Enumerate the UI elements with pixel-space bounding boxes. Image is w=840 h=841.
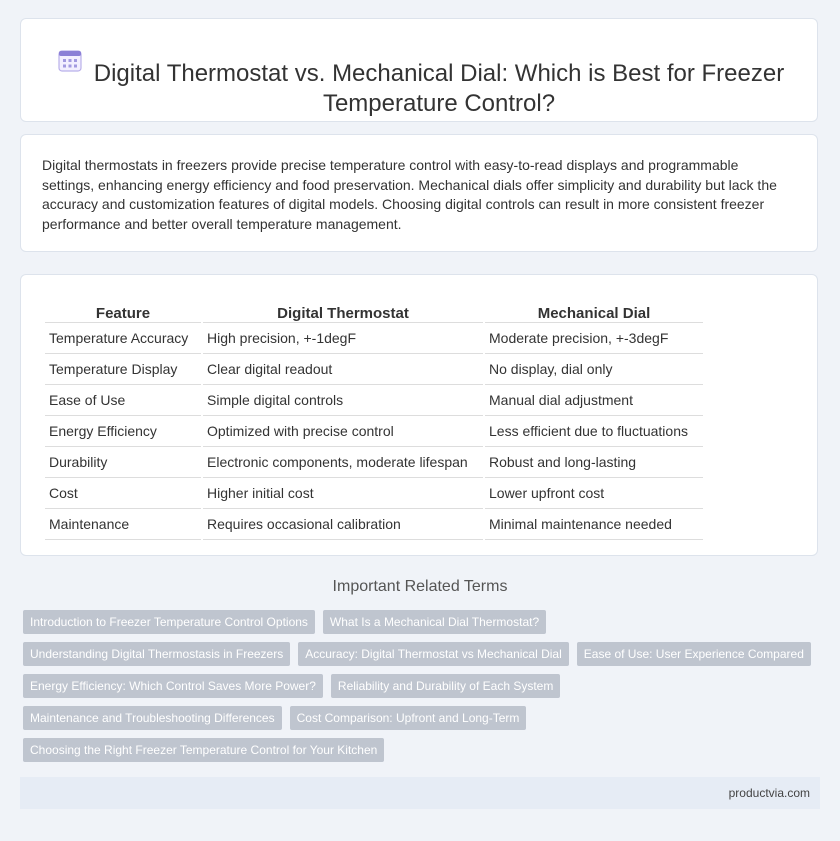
table-cell: Temperature Accuracy xyxy=(45,323,201,354)
table-row xyxy=(45,385,703,416)
table-cell: Clear digital readout xyxy=(203,354,483,385)
related-term-link[interactable]: Ease of Use: User Experience Compared xyxy=(577,642,811,666)
table-cell: Lower upfront cost xyxy=(485,478,703,509)
page-title: Digital Thermostat vs. Mechanical Dial: Which is Best for Freezer Temperature Control? xyxy=(93,60,785,117)
related-term-link[interactable]: Maintenance and Troubleshooting Differences xyxy=(23,706,282,730)
column-header: Mechanical Dial xyxy=(485,295,703,323)
table-cell: Robust and long-lasting xyxy=(485,447,703,478)
related-term-link[interactable]: Energy Efficiency: Which Control Saves More Power? xyxy=(23,674,323,698)
table-cell: Ease of Use xyxy=(45,385,201,416)
table-cell: Minimal maintenance needed xyxy=(485,509,703,540)
table-cell: Moderate precision, +-3degF xyxy=(485,323,703,354)
term-row xyxy=(23,674,823,698)
related-term-link[interactable]: Reliability and Durability of Each System xyxy=(331,674,560,698)
table-cell: Higher initial cost xyxy=(203,478,483,509)
table-row xyxy=(45,447,703,478)
related-terms-list xyxy=(23,610,823,770)
related-term-link[interactable]: What Is a Mechanical Dial Thermostat? xyxy=(323,610,546,634)
column-header: Digital Thermostat xyxy=(203,295,483,323)
comparison-table xyxy=(43,295,705,540)
related-term-link[interactable]: Cost Comparison: Upfront and Long-Term xyxy=(290,706,527,730)
table-cell: Durability xyxy=(45,447,201,478)
footer-site-name[interactable]: productvia.com xyxy=(728,786,810,800)
table-cell: Requires occasional calibration xyxy=(203,509,483,540)
table-header-row xyxy=(45,295,703,323)
term-row xyxy=(23,738,823,762)
term-row xyxy=(23,610,823,634)
table-cell: Cost xyxy=(45,478,201,509)
table-cell: Electronic components, moderate lifespan xyxy=(203,447,483,478)
table-row xyxy=(45,416,703,447)
table-cell: Optimized with precise control xyxy=(203,416,483,447)
table-row xyxy=(45,509,703,540)
table-cell: Less efficient due to fluctuations xyxy=(485,416,703,447)
related-terms-heading: Important Related Terms xyxy=(332,578,508,595)
title-card xyxy=(20,18,818,122)
table-cell: High precision, +-1degF xyxy=(203,323,483,354)
table-cell: Manual dial adjustment xyxy=(485,385,703,416)
footer xyxy=(20,777,820,809)
table-cell: Energy Efficiency xyxy=(45,416,201,447)
table-row xyxy=(45,478,703,509)
summary-text: Digital thermostats in freezers provide precise temperature control with easy-to-read displays and programmable settings, enhancing energy efficiency and food preservation. Mechanical dials offer simplicity and durability but lack the accuracy and customization features of digital models. Choosing digital controls can result in more consistent freezer performance and better overall temperature management. xyxy=(42,157,777,232)
summary-card xyxy=(20,134,818,252)
related-term-link[interactable]: Introduction to Freezer Temperature Control Options xyxy=(23,610,315,634)
table-row xyxy=(45,323,703,354)
term-row xyxy=(23,642,823,666)
term-row xyxy=(23,706,823,730)
comparison-card xyxy=(20,274,818,556)
related-term-link[interactable]: Accuracy: Digital Thermostat vs Mechanical Dial xyxy=(298,642,569,666)
table-cell: Maintenance xyxy=(45,509,201,540)
related-term-link[interactable]: Understanding Digital Thermostasis in Freezers xyxy=(23,642,290,666)
column-header: Feature xyxy=(45,295,201,323)
related-term-link[interactable]: Choosing the Right Freezer Temperature Control for Your Kitchen xyxy=(23,738,384,762)
table-cell: Simple digital controls xyxy=(203,385,483,416)
table-cell: No display, dial only xyxy=(485,354,703,385)
table-row xyxy=(45,354,703,385)
table-cell: Temperature Display xyxy=(45,354,201,385)
